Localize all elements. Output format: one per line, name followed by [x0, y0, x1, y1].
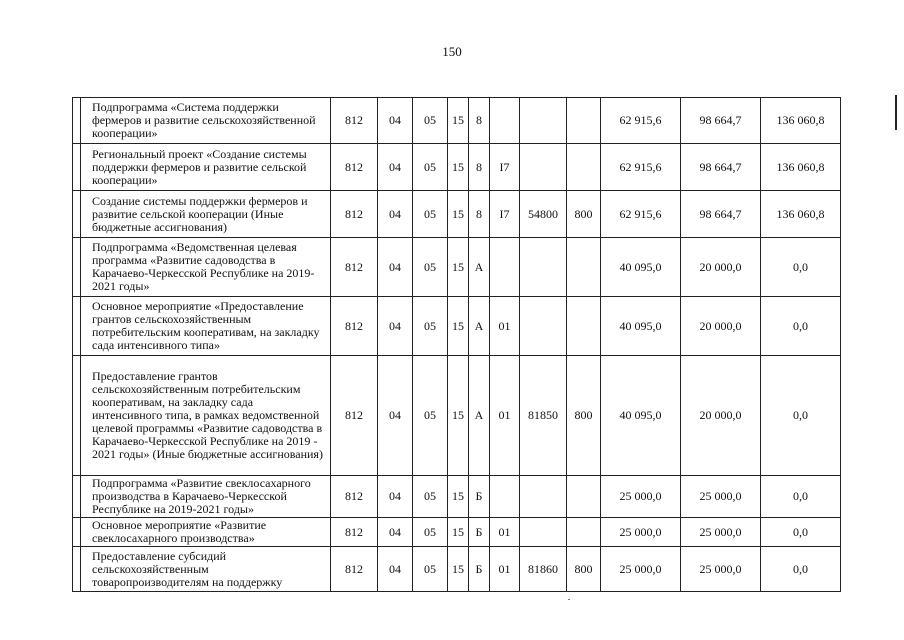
amount-year-3: 0,0	[761, 297, 841, 356]
program-code: 15	[448, 191, 469, 238]
row-margin-cell	[73, 356, 81, 476]
event-code	[490, 476, 520, 518]
grbs-code: 812	[331, 547, 378, 592]
event-code: 01	[490, 297, 520, 356]
amount-year-2: 20 000,0	[681, 238, 761, 297]
section-code: 04	[378, 98, 413, 144]
subsection-code: 05	[413, 238, 448, 297]
direction-code	[520, 476, 567, 518]
expense-type-code	[567, 518, 601, 547]
amount-year-3: 0,0	[761, 547, 841, 592]
subprogram-code: Б	[469, 518, 490, 547]
amount-year-2: 25 000,0	[681, 476, 761, 518]
subsection-code: 05	[413, 518, 448, 547]
subprogram-code: Б	[469, 547, 490, 592]
subprogram-code: 8	[469, 191, 490, 238]
table-row	[73, 144, 841, 191]
amount-year-2: 98 664,7	[681, 98, 761, 144]
expense-type-code	[567, 476, 601, 518]
expense-type-code: 800	[567, 356, 601, 476]
amount-year-1: 40 095,0	[601, 297, 681, 356]
row-margin-cell	[73, 476, 81, 518]
program-code: 15	[448, 297, 469, 356]
amount-year-1: 62 915,6	[601, 191, 681, 238]
grbs-code: 812	[331, 98, 378, 144]
row-margin-cell	[73, 297, 81, 356]
subprogram-code: 8	[469, 98, 490, 144]
row-margin-cell	[73, 547, 81, 592]
expense-type-code	[567, 144, 601, 191]
section-code: 04	[378, 144, 413, 191]
program-code: 15	[448, 476, 469, 518]
expense-type-code: 800	[567, 191, 601, 238]
row-margin-cell	[73, 191, 81, 238]
amount-year-1: 40 095,0	[601, 356, 681, 476]
table-row	[73, 238, 841, 297]
amount-year-1: 25 000,0	[601, 518, 681, 547]
expense-type-code: 800	[567, 547, 601, 592]
row-margin-cell	[73, 98, 81, 144]
amount-year-3: 0,0	[761, 476, 841, 518]
subsection-code: 05	[413, 297, 448, 356]
amount-year-2: 20 000,0	[681, 297, 761, 356]
subsection-code: 05	[413, 547, 448, 592]
row-name: Основное мероприятие «Развитие свеклосахарного производства»	[81, 518, 331, 547]
table-row	[73, 476, 841, 518]
budget-table	[72, 97, 841, 592]
amount-year-3: 136 060,8	[761, 144, 841, 191]
grbs-code: 812	[331, 144, 378, 191]
section-code: 04	[378, 356, 413, 476]
event-code: I7	[490, 144, 520, 191]
subprogram-code: 8	[469, 144, 490, 191]
event-code: 01	[490, 356, 520, 476]
subsection-code: 05	[413, 476, 448, 518]
table-row	[73, 547, 841, 592]
direction-code: 54800	[520, 191, 567, 238]
expense-type-code	[567, 98, 601, 144]
program-code: 15	[448, 238, 469, 297]
section-code: 04	[378, 547, 413, 592]
table-row	[73, 191, 841, 238]
amount-year-1: 25 000,0	[601, 547, 681, 592]
direction-code	[520, 297, 567, 356]
amount-year-3: 0,0	[761, 238, 841, 297]
row-name: Предоставление грантов сельскохозяйственным потребительским кооперативам, на закладку сада интенсивного типа, в рамках ведомственной целевой программы «Развитие садоводства в Карачаево-Черкесской Республике на 2019 - 2021 годы» (Иные бюджетные ассигнования)	[81, 356, 331, 476]
table-body	[73, 98, 841, 592]
program-code: 15	[448, 144, 469, 191]
amount-year-1: 40 095,0	[601, 238, 681, 297]
amount-year-3: 136 060,8	[761, 191, 841, 238]
grbs-code: 812	[331, 238, 378, 297]
amount-year-2: 25 000,0	[681, 518, 761, 547]
subsection-code: 05	[413, 144, 448, 191]
row-name: Подпрограмма «Система поддержки фермеров и развитие сельскохозяйственной кооперации»	[81, 98, 331, 144]
row-name: Основное мероприятие «Предоставление грантов сельскохозяйственным потребительским кооперативам, на закладку сада интенсивного типа»	[81, 297, 331, 356]
amount-year-2: 25 000,0	[681, 547, 761, 592]
event-code	[490, 98, 520, 144]
expense-type-code	[567, 297, 601, 356]
scan-speck	[568, 599, 570, 600]
table-row	[73, 518, 841, 547]
direction-code	[520, 238, 567, 297]
row-name: Региональный проект «Создание системы поддержки фермеров и развитие сельской кооперации»	[81, 144, 331, 191]
table-row	[73, 297, 841, 356]
grbs-code: 812	[331, 297, 378, 356]
row-name: Подпрограмма «Ведомственная целевая программа «Развитие садоводства в Карачаево-Черкесской Республике на 2019-2021 годы»	[81, 238, 331, 297]
row-name: Создание системы поддержки фермеров и развитие сельской кооперации (Иные бюджетные ассигнования)	[81, 191, 331, 238]
direction-code	[520, 98, 567, 144]
row-name: Предоставление субсидий сельскохозяйственным товаропроизводителям на поддержку	[81, 547, 331, 592]
subsection-code: 05	[413, 191, 448, 238]
direction-code: 81850	[520, 356, 567, 476]
section-code: 04	[378, 238, 413, 297]
subprogram-code: А	[469, 297, 490, 356]
row-margin-cell	[73, 518, 81, 547]
amount-year-2: 98 664,7	[681, 144, 761, 191]
amount-year-2: 98 664,7	[681, 191, 761, 238]
expense-type-code	[567, 238, 601, 297]
amount-year-3: 0,0	[761, 356, 841, 476]
scan-edge-mark	[895, 95, 897, 130]
amount-year-1: 62 915,6	[601, 144, 681, 191]
section-code: 04	[378, 518, 413, 547]
section-code: 04	[378, 191, 413, 238]
event-code: I7	[490, 191, 520, 238]
direction-code	[520, 518, 567, 547]
program-code: 15	[448, 356, 469, 476]
event-code: 01	[490, 547, 520, 592]
direction-code	[520, 144, 567, 191]
section-code: 04	[378, 476, 413, 518]
event-code	[490, 238, 520, 297]
subprogram-code: Б	[469, 476, 490, 518]
table-row	[73, 356, 841, 476]
row-margin-cell	[73, 144, 81, 191]
amount-year-3: 136 060,8	[761, 98, 841, 144]
subprogram-code: А	[469, 238, 490, 297]
grbs-code: 812	[331, 476, 378, 518]
program-code: 15	[448, 547, 469, 592]
page-number: 150	[442, 44, 462, 59]
program-code: 15	[448, 98, 469, 144]
table-row	[73, 98, 841, 144]
grbs-code: 812	[331, 356, 378, 476]
amount-year-3: 0,0	[761, 518, 841, 547]
direction-code: 81860	[520, 547, 567, 592]
grbs-code: 812	[331, 518, 378, 547]
section-code: 04	[378, 297, 413, 356]
row-margin-cell	[73, 238, 81, 297]
subprogram-code: А	[469, 356, 490, 476]
program-code: 15	[448, 518, 469, 547]
amount-year-1: 25 000,0	[601, 476, 681, 518]
amount-year-1: 62 915,6	[601, 98, 681, 144]
subsection-code: 05	[413, 356, 448, 476]
event-code: 01	[490, 518, 520, 547]
amount-year-2: 20 000,0	[681, 356, 761, 476]
subsection-code: 05	[413, 98, 448, 144]
row-name: Подпрограмма «Развитие свеклосахарного производства в Карачаево-Черкесской Республике на 2019-2021 годы»	[81, 476, 331, 518]
grbs-code: 812	[331, 191, 378, 238]
